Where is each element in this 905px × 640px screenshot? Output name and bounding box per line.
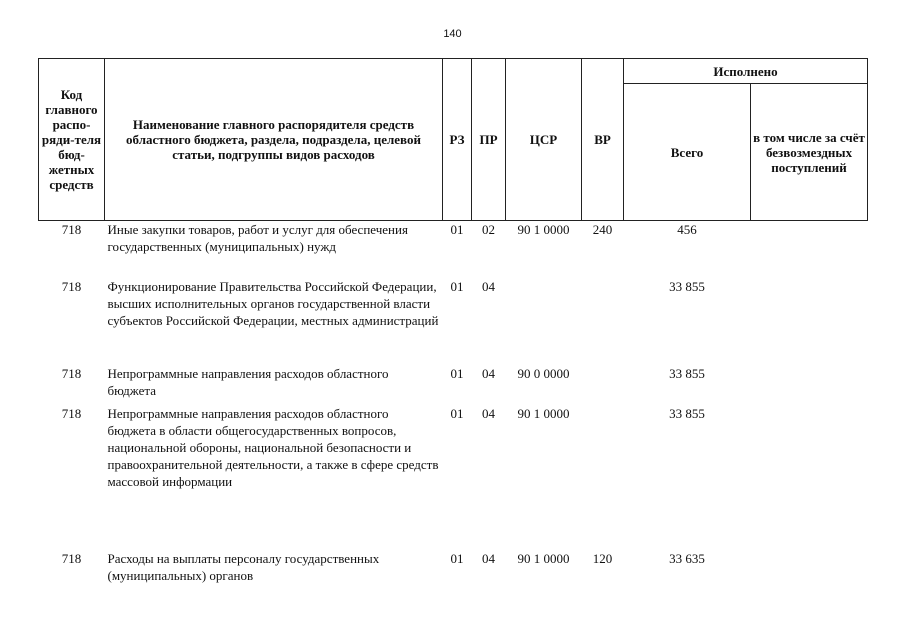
header-rz: РЗ — [443, 59, 472, 221]
table-header — [39, 59, 868, 221]
cell-pr: 04 — [482, 366, 495, 381]
cell-code: 718 — [61, 551, 82, 566]
header-name: Наименование главного распорядителя средств областного бюджета, раздела, подраздела, целевой статьи, подгруппы видов расходов — [105, 59, 443, 221]
cell-csr: 90 1 0000 — [517, 222, 570, 237]
cell-pr: 04 — [482, 406, 495, 421]
cell-csr — [506, 278, 582, 365]
cell-gratuitous — [751, 405, 868, 550]
cell-name: Непрограммные направления расходов областного бюджета в области общегосударственных вопросов, национальной обороны, национальной безопасности и правоохранительной деятельности, а также в сфере средств массовой информации — [107, 406, 439, 489]
cell-name: Функционирование Правительства Российской Федерации, высших исполнительных органов государственной власти субъектов Российской Федерации, местных администраций — [107, 279, 439, 328]
cell-total: 33 855 — [669, 366, 705, 381]
cell-code: 718 — [61, 366, 82, 381]
header-executed: Исполнено — [624, 59, 868, 84]
table-row — [39, 365, 868, 405]
header-pr: ПР — [472, 59, 506, 221]
table-row — [39, 221, 868, 279]
cell-csr: 90 0 0000 — [517, 366, 570, 381]
cell-total: 456 — [677, 222, 697, 237]
cell-code: 718 — [61, 222, 82, 237]
cell-rz: 01 — [450, 366, 464, 381]
cell-rz: 01 — [450, 222, 464, 237]
cell-vr — [582, 365, 624, 405]
cell-rz: 01 — [450, 279, 464, 294]
budget-execution-table — [38, 58, 868, 590]
header-code: Код главного распо-ряди-теля бюд-жетных средств — [39, 59, 105, 221]
cell-rz: 01 — [450, 551, 464, 566]
cell-vr — [582, 405, 624, 550]
cell-vr: 240 — [592, 222, 613, 237]
cell-gratuitous — [751, 365, 868, 405]
cell-name: Расходы на выплаты персоналу государственных (муниципальных) органов — [107, 551, 380, 583]
cell-total: 33 855 — [669, 279, 705, 294]
cell-gratuitous — [751, 221, 868, 279]
cell-code: 718 — [61, 279, 82, 294]
table-body — [39, 221, 868, 591]
cell-pr: 04 — [482, 551, 495, 566]
cell-total: 33 635 — [669, 551, 705, 566]
cell-rz: 01 — [450, 406, 464, 421]
table-row — [39, 278, 868, 365]
cell-pr: 04 — [482, 279, 495, 294]
cell-total: 33 855 — [669, 406, 705, 421]
cell-csr: 90 1 0000 — [517, 406, 570, 421]
header-vr: ВР — [582, 59, 624, 221]
cell-csr: 90 1 0000 — [517, 551, 570, 566]
header-total: Всего — [624, 84, 751, 221]
table-row — [39, 550, 868, 590]
cell-name: Непрограммные направления расходов областного бюджета — [107, 366, 389, 398]
header-csr: ЦСР — [506, 59, 582, 221]
cell-gratuitous — [751, 278, 868, 365]
table-row — [39, 405, 868, 550]
page-number: 140 — [443, 28, 462, 40]
cell-vr — [582, 278, 624, 365]
header-gratuitous: в том числе за счёт безвозмездных поступлений — [751, 84, 868, 221]
cell-vr: 120 — [592, 551, 613, 566]
cell-pr: 02 — [482, 222, 495, 237]
cell-code: 718 — [61, 406, 82, 421]
cell-gratuitous — [751, 550, 868, 590]
cell-name: Иные закупки товаров, работ и услуг для обеспечения государственных (муниципальных) нужд — [107, 222, 408, 254]
